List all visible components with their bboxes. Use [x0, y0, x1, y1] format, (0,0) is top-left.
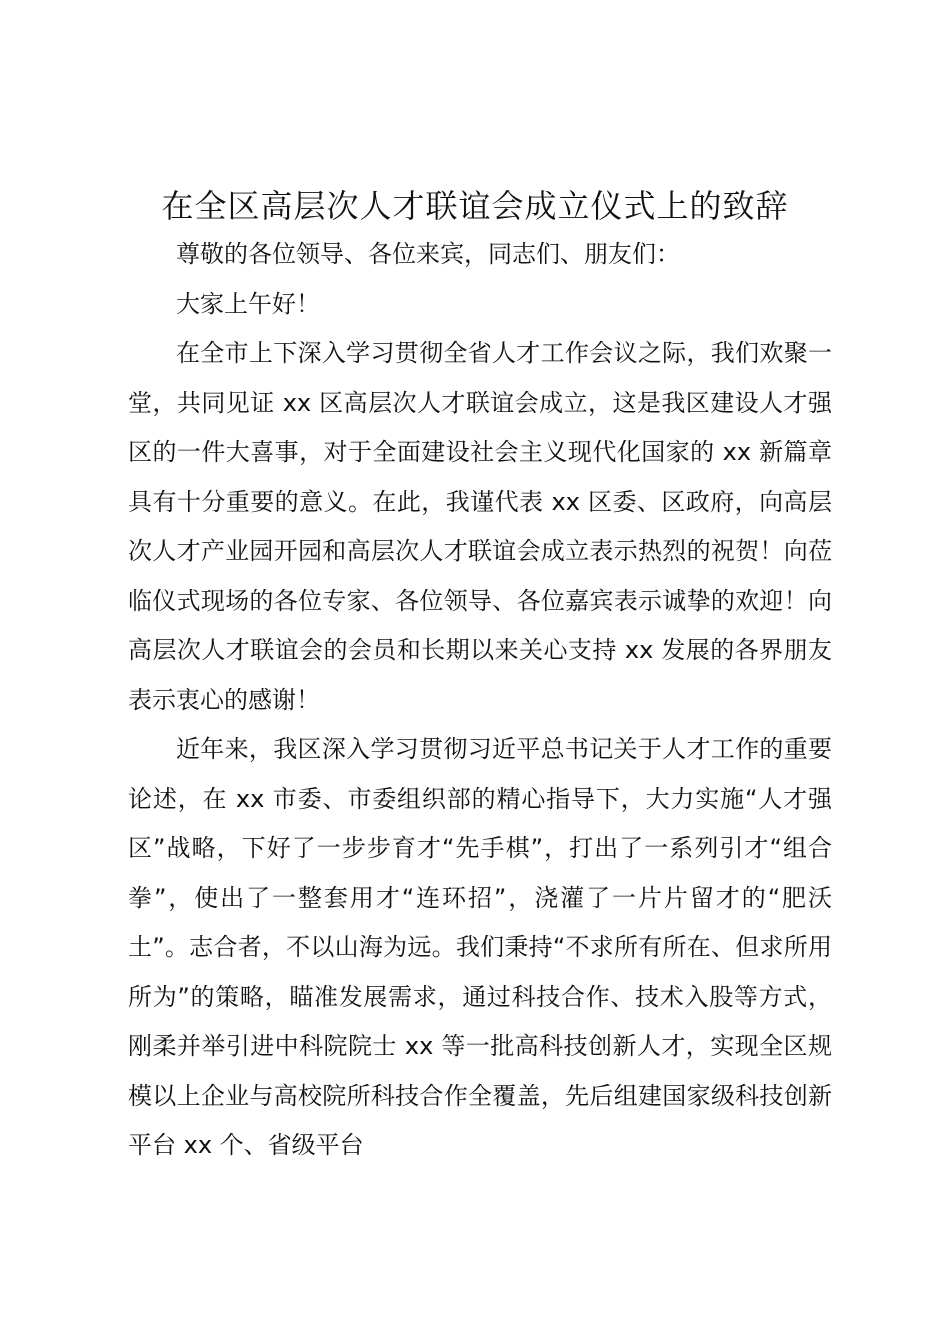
salutation-paragraph: 尊敬的各位领导、各位来宾，同志们、朋友们： [176, 240, 680, 268]
document-body [128, 230, 832, 1171]
document-title: 在全区高层次人才联谊会成立仪式上的致辞 [161, 187, 789, 225]
greeting-paragraph: 大家上午好！ [176, 289, 320, 318]
body-paragraph: 在全市上下深入学习贯彻全省人才工作会议之际，我们欢聚一堂，共同见证 xx 区高层次人才联谊会成立，这是我区建设人才强区的一件大喜事，对于全面建设社会主义现代化国家的 xx 新篇章具有十分重要的意义。在此，我谨代表 xx 区委、区政府，向高层次人才产业园开园和高层次人才联谊会成立表示热烈的祝贺！向莅临仪式现场的各位专家、各位领导、各位嘉宾表示诚挚的欢迎！向高层次人才联谊会的会员和长期以来关心支持 xx 发展的各界朋友表示衷心的感谢！ [128, 339, 832, 714]
body-paragraph: 近年来，我区深入学习贯彻习近平总书记关于人才工作的重要论述，在 xx 市委、市委组织部的精心指导下，大力实施“人才强区”战略，下好了一步步育才“先手棋”，打出了一系列引才“组合拳”，使出了一整套用才“连环招”，浇灌了一片片留才的“肥沃土”。志合者，不以山海为远。我们秉持“不求所有所在、但求所用所为”的策略，瞄准发展需求，通过科技合作、技术入股等方式，刚柔并举引进中科院院士 xx 等一批高科技创新人才，实现全区规模以上企业与高校院所科技合作全覆盖，先后组建国家级科技创新平台 xx 个、省级平台 [128, 735, 832, 1159]
